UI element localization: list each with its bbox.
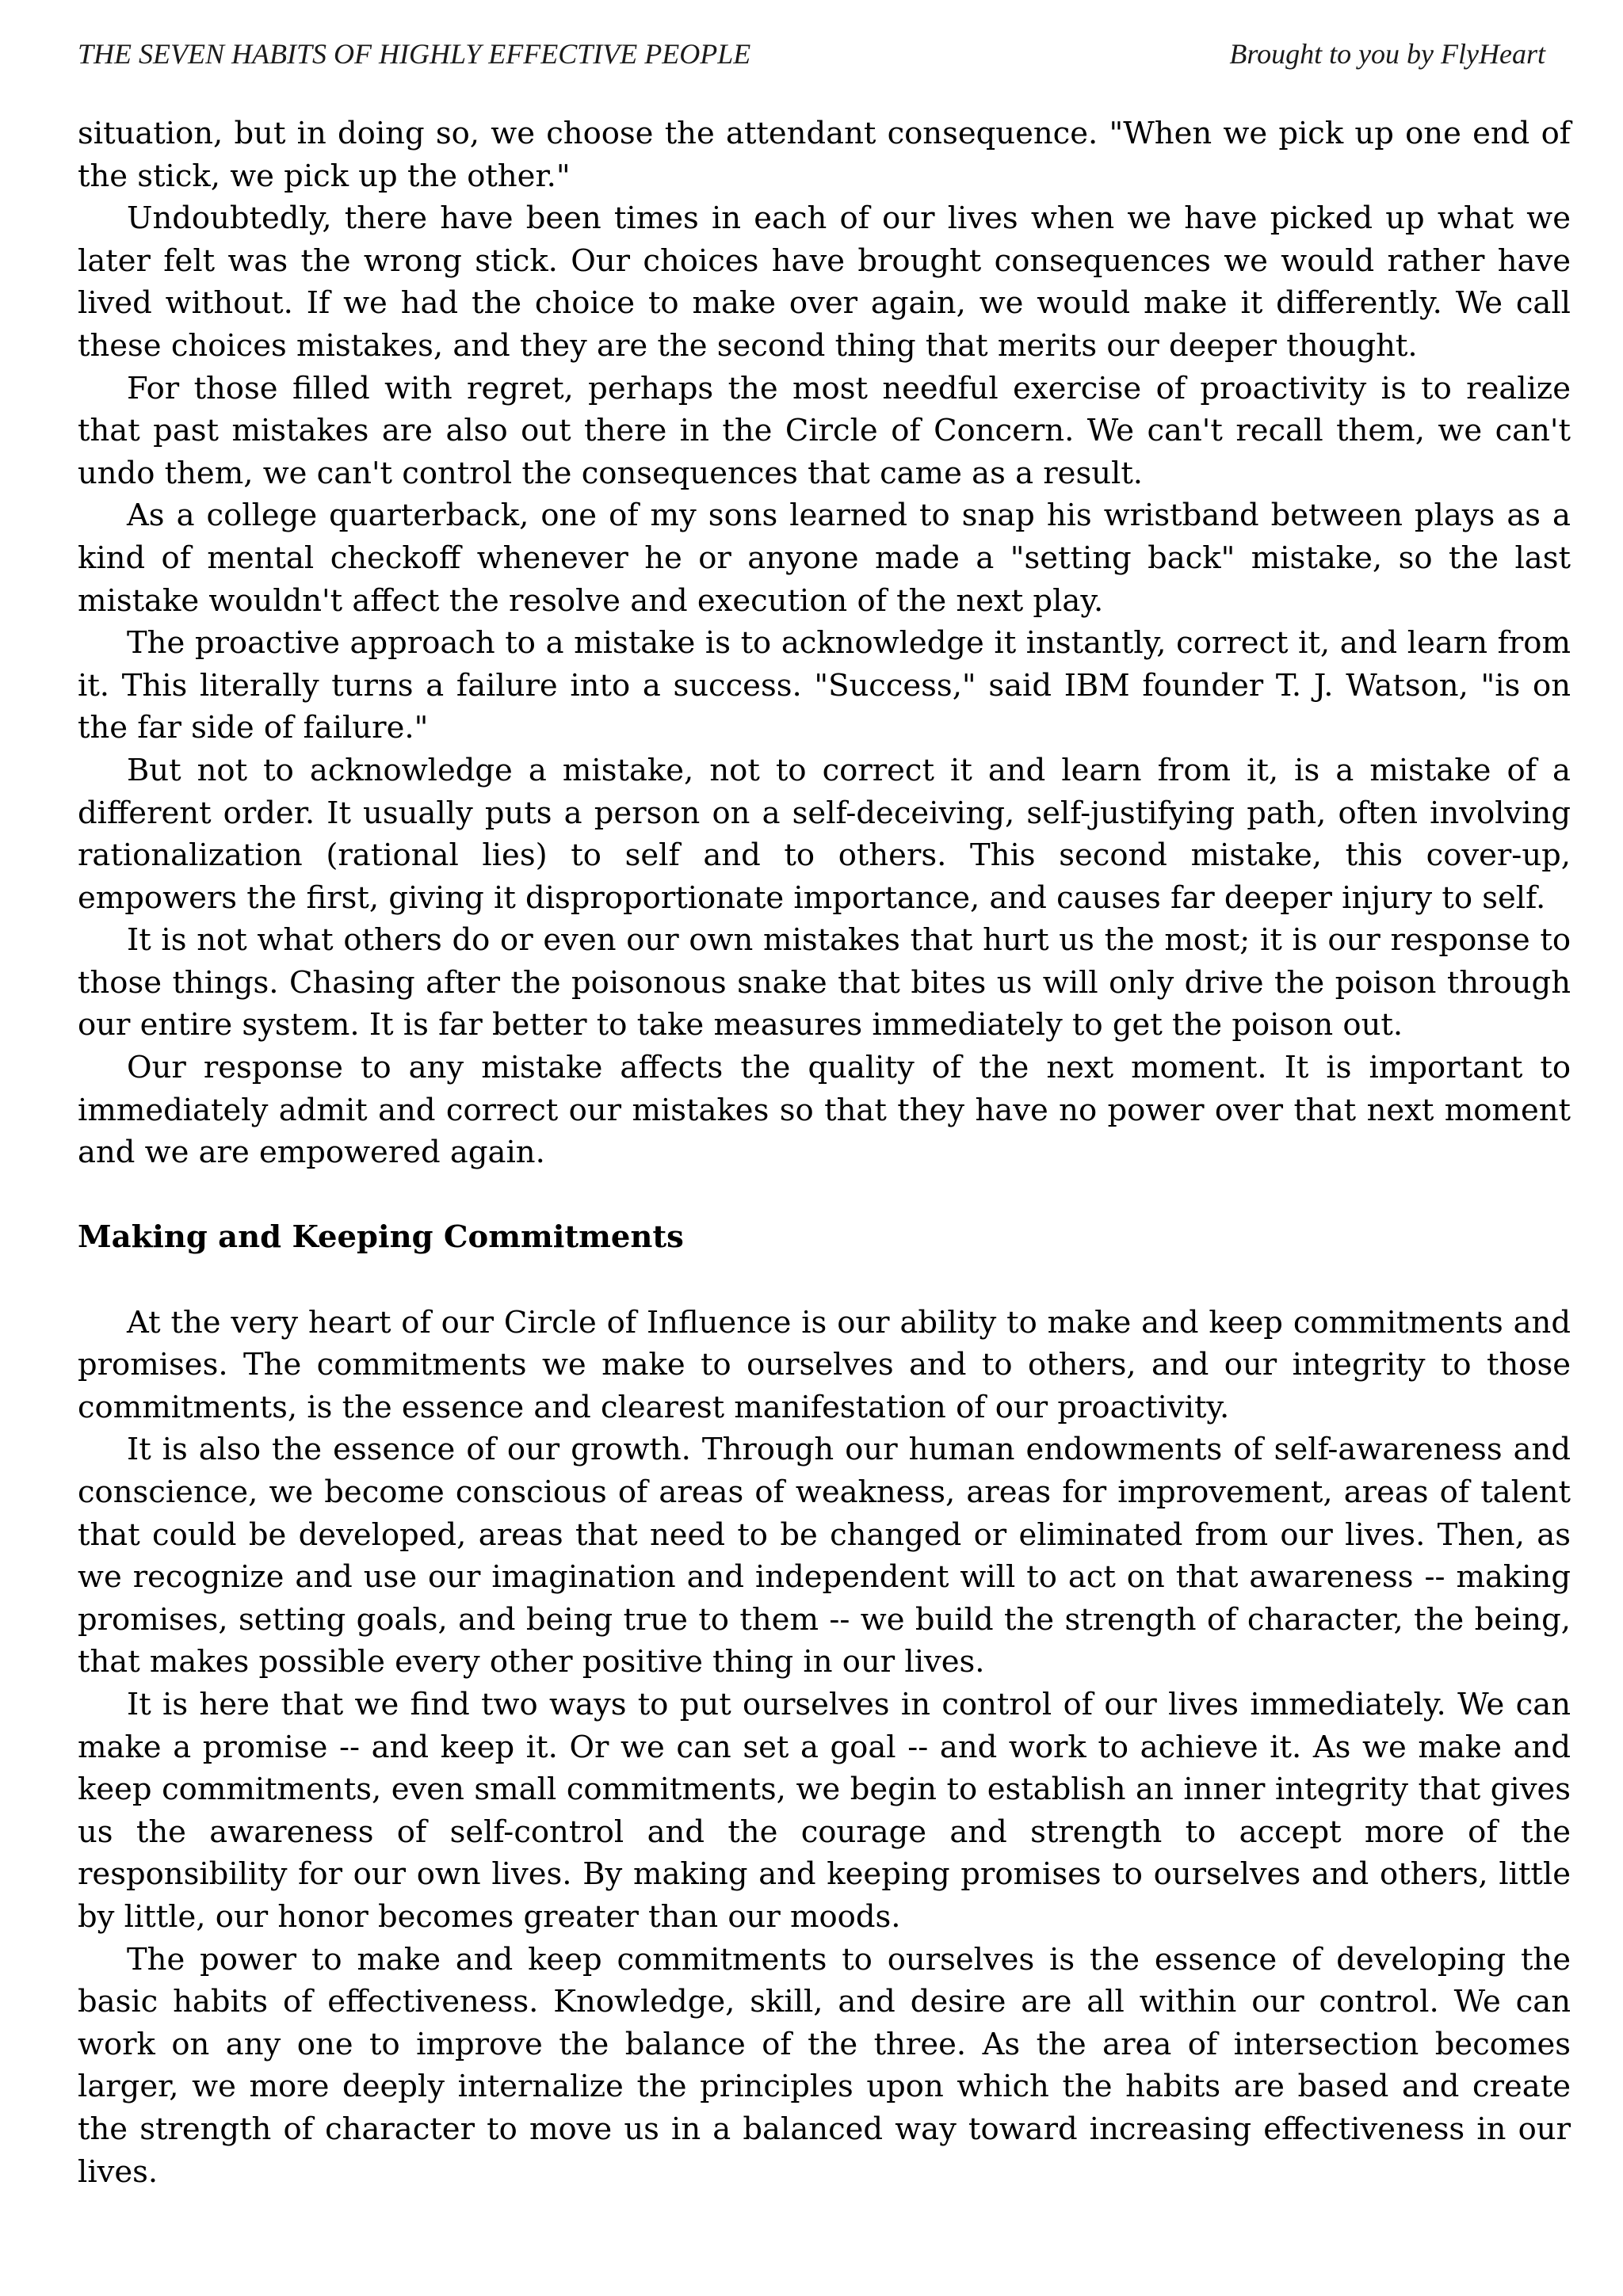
- paragraph: Undoubtedly, there have been times in each of our lives when we have picked up what we later felt was the wrong stick. Our choices have brought consequences we would rather have lived without. If we had the choice to make over again, we would make it differently. We call these choices mistakes, and they are the second thing that merits our deeper thought.: [78, 200, 1571, 364]
- running-header: [78, 32, 1545, 76]
- paragraph-continued: situation, but in doing so, we choose the attendant consequence. "When we pick up one end of the stick, we pick up the other.": [78, 116, 1571, 194]
- paragraph: At the very heart of our Circle of Influence is our ability to make and keep commitments and promises. The commitments we make to ourselves and to others, and our integrity to those commitments, is the essence and clearest manifestation of our proactivity.: [78, 1304, 1571, 1425]
- paragraph: Our response to any mistake affects the quality of the next moment. It is important to immediately admit and correct our mistakes so that they have no power over that next moment and we are empowered again.: [78, 1050, 1571, 1171]
- paragraph: It is here that we find two ways to put ourselves in control of our lives immediately. We can make a promise -- and keep it. Or we can set a goal -- and work to achieve it. As we make and keep commitments, even small commitments, we begin to establish an inner integrity that gives us the awareness of self-control and the courage and strength to accept more of the responsibility for our own lives. By making and keeping promises to ourselves and others, little by little, our honor becomes greater than our moods.: [78, 1686, 1571, 1935]
- body-text: [78, 113, 1571, 2193]
- paragraph: But not to acknowledge a mistake, not to correct it and learn from it, is a mistake of a different order. It usually puts a person on a self-deceiving, self-justifying path, often involving rationalization (rational lies) to self and to others. This second mistake, this cover-up, empowers the first, giving it disproportionate importance, and causes far deeper injury to self.: [78, 752, 1571, 916]
- header-credit: Brought to you by FlyHeart: [1229, 38, 1545, 70]
- paragraph: It is not what others do or even our own mistakes that hurt us the most; it is our response to those things. Chasing after the poisonous snake that bites us will only drive the poison through our entire system. It is far better to take measures immediately to get the poison out.: [78, 922, 1571, 1043]
- paragraph: As a college quarterback, one of my sons learned to snap his wristband between plays as a kind of mental checkoff whenever he or anyone made a "setting back" mistake, so the last mistake wouldn't affect the resolve and execution of the next play.: [78, 498, 1571, 619]
- paragraph: It is also the essence of our growth. Through our human endowments of self-awareness and conscience, we become conscious of areas of weakness, areas for improvement, areas of talent that could be developed, areas that need to be changed or eliminated from our lives. Then, as we recognize and use our imagination and independent will to act on that awareness -- making promises, setting goals, and being true to them -- we build the strength of character, the being, that makes possible every other positive thing in our lives.: [78, 1432, 1571, 1680]
- header-book-title: THE SEVEN HABITS OF HIGHLY EFFECTIVE PEOPLE: [78, 38, 751, 70]
- paragraph: The proactive approach to a mistake is to acknowledge it instantly, correct it, and learn from it. This literally turns a failure into a success. "Success," said IBM founder T. J. Watson, "is on the far side of failure.": [78, 625, 1571, 746]
- paragraph: The power to make and keep commitments to ourselves is the essence of developing the basic habits of effectiveness. Knowledge, skill, and desire are all within our control. We can work on any one to improve the balance of the three. As the area of intersection becomes larger, we more deeply internalize the principles upon which the habits are based and create the strength of character to move us in a balanced way toward increasing effectiveness in our lives.: [78, 1941, 1571, 2190]
- paragraph: For those filled with regret, perhaps the most needful exercise of proactivity is to realize that past mistakes are also out there in the Circle of Concern. We can't recall them, we can't undo them, we can't control the consequences that came as a result.: [78, 370, 1571, 491]
- section-heading: Making and Keeping Commitments: [78, 1219, 684, 1256]
